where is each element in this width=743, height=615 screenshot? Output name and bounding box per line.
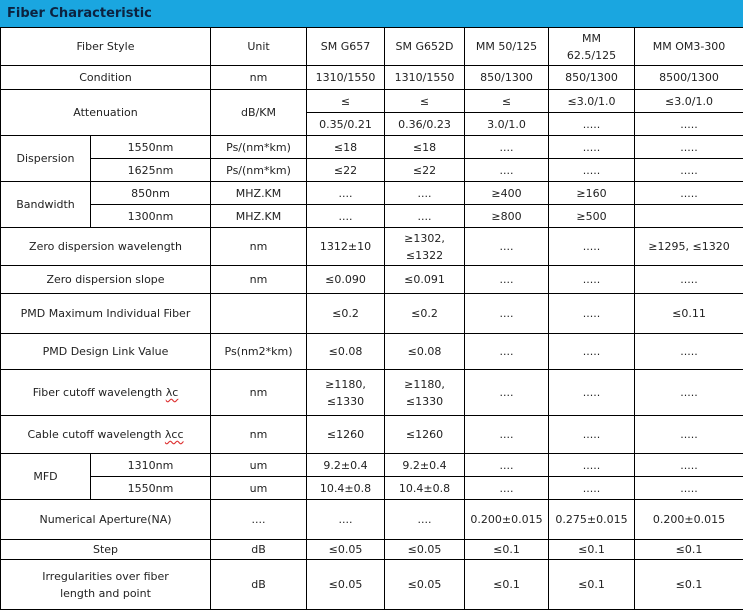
sub-label: 1310nm xyxy=(91,454,211,477)
value-cell: ≥1302, ≤1322 xyxy=(385,228,465,266)
value-cell: ≤ xyxy=(465,90,549,113)
value-cell: ≤0.2 xyxy=(307,294,385,334)
unit-cell: nm xyxy=(211,228,307,266)
value-cell: 1310/1550 xyxy=(385,66,465,90)
value-cell: ≥500 xyxy=(549,205,635,228)
sub-label: 1550nm xyxy=(91,477,211,500)
row-label-text: Cable cutoff wavelength xyxy=(27,428,165,441)
sub-label: 850nm xyxy=(91,182,211,205)
value-cell: ≤0.1 xyxy=(465,560,549,610)
value-cell: ≥1295, ≤1320 xyxy=(635,228,743,266)
value-cell: .... xyxy=(465,228,549,266)
value-cell: .... xyxy=(307,182,385,205)
value-line: ≥1180, xyxy=(325,377,366,391)
sub-label: 1550nm xyxy=(91,136,211,159)
row-group-label: Dispersion xyxy=(1,136,91,182)
value-cell: ..... xyxy=(549,370,635,416)
value-cell: ≤0.11 xyxy=(635,294,743,334)
value-cell: ≤3.0/1.0 xyxy=(635,90,743,113)
unit-cell: nm xyxy=(211,416,307,454)
value-cell: ≤22 xyxy=(307,159,385,182)
table-row-zero-dispersion-wavelength xyxy=(1,228,743,266)
value-cell: ≤0.05 xyxy=(385,540,465,560)
column-header-row xyxy=(1,28,743,66)
row-label: Attenuation xyxy=(1,90,211,136)
value-cell: 850/1300 xyxy=(465,66,549,90)
row-label: Numerical Aperture(NA) xyxy=(1,500,211,540)
row-group-label: Bandwidth xyxy=(1,182,91,228)
value-cell: ..... xyxy=(635,136,743,159)
value-cell: 8500/1300 xyxy=(635,66,743,90)
unit-cell: MHZ.KM xyxy=(211,205,307,228)
row-label xyxy=(1,416,211,454)
unit-cell xyxy=(211,294,307,334)
table-row-dispersion-1625 xyxy=(1,159,743,182)
value-cell: ..... xyxy=(635,182,743,205)
value-cell: ≥800 xyxy=(465,205,549,228)
value-cell: ≤0.1 xyxy=(635,560,743,610)
value-cell: ≤0.08 xyxy=(385,334,465,370)
value-cell: .... xyxy=(465,266,549,294)
value-cell: ..... xyxy=(635,159,743,182)
unit-cell: .... xyxy=(211,500,307,540)
sub-label: 1625nm xyxy=(91,159,211,182)
value-cell: ..... xyxy=(549,454,635,477)
table-row-irregularities xyxy=(1,560,743,610)
table-row-zero-dispersion-slope xyxy=(1,266,743,294)
value-cell: ..... xyxy=(549,113,635,136)
value-cell: .... xyxy=(307,500,385,540)
value-cell: ≤1260 xyxy=(307,416,385,454)
row-label: Zero dispersion wavelength xyxy=(1,228,211,266)
value-cell: ≤ xyxy=(307,90,385,113)
value-cell: .... xyxy=(465,136,549,159)
table-row-pmd-maximum xyxy=(1,294,743,334)
value-cell: ≥400 xyxy=(465,182,549,205)
lambda-c-symbol: λc xyxy=(165,386,179,399)
table-row-bandwidth-1300 xyxy=(1,205,743,228)
unit-cell: dB xyxy=(211,560,307,610)
value-cell: ≤0.1 xyxy=(549,560,635,610)
unit-cell: nm xyxy=(211,266,307,294)
value-cell: ..... xyxy=(635,416,743,454)
column-header-sm-g657: SM G657 xyxy=(307,28,385,66)
unit-cell: nm xyxy=(211,66,307,90)
column-header-unit: Unit xyxy=(211,28,307,66)
value-cell: ≤0.2 xyxy=(385,294,465,334)
value-cell xyxy=(635,205,743,228)
table-row-dispersion-1550 xyxy=(1,136,743,159)
value-cell: .... xyxy=(465,370,549,416)
value-cell: 10.4±0.8 xyxy=(385,477,465,500)
value-cell: ≤18 xyxy=(307,136,385,159)
column-header-mm-62-5-125 xyxy=(549,28,635,66)
table-row-step xyxy=(1,540,743,560)
value-cell: ..... xyxy=(635,370,743,416)
unit-cell: um xyxy=(211,454,307,477)
value-cell: ..... xyxy=(635,454,743,477)
row-label xyxy=(1,560,211,610)
unit-cell: Ps/(nm*km) xyxy=(211,136,307,159)
value-cell: ≤0.1 xyxy=(465,540,549,560)
table-row-mfd-1310 xyxy=(1,454,743,477)
value-cell: ..... xyxy=(635,477,743,500)
unit-cell: um xyxy=(211,477,307,500)
unit-cell: Ps/(nm*km) xyxy=(211,159,307,182)
value-cell: ≤0.05 xyxy=(307,560,385,610)
table-row-condition xyxy=(1,66,743,90)
unit-cell: MHZ.KM xyxy=(211,182,307,205)
unit-cell: dB/KM xyxy=(211,90,307,136)
value-cell: ≤ xyxy=(385,90,465,113)
value-cell xyxy=(307,370,385,416)
value-cell: ≥160 xyxy=(549,182,635,205)
value-cell: ..... xyxy=(635,113,743,136)
value-cell: .... xyxy=(465,416,549,454)
table-row-bandwidth-850 xyxy=(1,182,743,205)
row-label: Zero dispersion slope xyxy=(1,266,211,294)
value-cell: ≤0.1 xyxy=(549,540,635,560)
value-cell: ≤22 xyxy=(385,159,465,182)
value-cell: ..... xyxy=(549,294,635,334)
row-label-line1: Irregularities over fiber xyxy=(42,569,169,583)
value-cell: .... xyxy=(465,477,549,500)
row-label-text: Fiber cutoff wavelength xyxy=(32,386,166,399)
value-cell: ≤0.1 xyxy=(635,540,743,560)
value-cell: ..... xyxy=(549,477,635,500)
value-cell: .... xyxy=(465,294,549,334)
value-cell: ..... xyxy=(549,416,635,454)
value-cell: ≤1260 xyxy=(385,416,465,454)
column-header-mm-62-5-125-line2: 62.5/125 xyxy=(566,48,617,62)
column-header-fiber-style: Fiber Style xyxy=(1,28,211,66)
row-label: PMD Design Link Value xyxy=(1,334,211,370)
value-cell: ..... xyxy=(549,334,635,370)
value-cell: 0.35/0.21 xyxy=(307,113,385,136)
value-cell: 3.0/1.0 xyxy=(465,113,549,136)
value-cell: .... xyxy=(465,454,549,477)
value-cell: 9.2±0.4 xyxy=(307,454,385,477)
value-cell: 9.2±0.4 xyxy=(385,454,465,477)
row-label-line2: length and point xyxy=(60,586,151,600)
row-group-label: MFD xyxy=(1,454,91,500)
value-cell: .... xyxy=(385,205,465,228)
table-row-pmd-link xyxy=(1,334,743,370)
table-title: Fiber Characteristic xyxy=(0,0,743,27)
value-cell: 1310/1550 xyxy=(307,66,385,90)
value-cell: ≤18 xyxy=(385,136,465,159)
value-cell: ≤3.0/1.0 xyxy=(549,90,635,113)
unit-cell: dB xyxy=(211,540,307,560)
fiber-characteristic-table xyxy=(0,27,743,610)
row-label xyxy=(1,370,211,416)
column-header-mm-50-125: MM 50/125 xyxy=(465,28,549,66)
unit-cell: nm xyxy=(211,370,307,416)
sub-label: 1300nm xyxy=(91,205,211,228)
table-row-numerical-aperture xyxy=(1,500,743,540)
value-cell: ..... xyxy=(549,266,635,294)
value-cell: .... xyxy=(307,205,385,228)
value-cell: ..... xyxy=(635,334,743,370)
column-header-sm-g652d: SM G652D xyxy=(385,28,465,66)
value-cell: .... xyxy=(465,334,549,370)
lambda-cc-symbol: λcc xyxy=(164,428,184,441)
table-row-attenuation xyxy=(1,90,743,113)
value-cell: ≤0.05 xyxy=(307,540,385,560)
column-header-mm-62-5-125-line1: MM xyxy=(582,31,601,45)
value-cell: .... xyxy=(385,500,465,540)
value-cell: 850/1300 xyxy=(549,66,635,90)
table-row-mfd-1550 xyxy=(1,477,743,500)
value-cell: 0.275±0.015 xyxy=(549,500,635,540)
table-row-fiber-cutoff xyxy=(1,370,743,416)
value-cell: ..... xyxy=(549,228,635,266)
value-cell: ..... xyxy=(635,266,743,294)
value-cell: .... xyxy=(385,182,465,205)
unit-cell: Ps(nm2*km) xyxy=(211,334,307,370)
value-cell: 10.4±0.8 xyxy=(307,477,385,500)
value-cell: ..... xyxy=(549,159,635,182)
row-label: Condition xyxy=(1,66,211,90)
value-cell: ..... xyxy=(549,136,635,159)
value-cell: 0.200±0.015 xyxy=(465,500,549,540)
value-cell: 0.36/0.23 xyxy=(385,113,465,136)
value-cell: 1312±10 xyxy=(307,228,385,266)
value-cell: ≤0.090 xyxy=(307,266,385,294)
table-row-cable-cutoff xyxy=(1,416,743,454)
value-cell: 0.200±0.015 xyxy=(635,500,743,540)
value-cell: ≤0.08 xyxy=(307,334,385,370)
column-header-mm-om3-300: MM OM3-300 xyxy=(635,28,743,66)
value-cell: ≤0.05 xyxy=(385,560,465,610)
row-label: PMD Maximum Individual Fiber xyxy=(1,294,211,334)
row-label: Step xyxy=(1,540,211,560)
value-cell: ≥1180, ≤1330 xyxy=(385,370,465,416)
value-cell: ≤0.091 xyxy=(385,266,465,294)
value-line: ≤1330 xyxy=(326,394,365,408)
value-cell: .... xyxy=(465,159,549,182)
